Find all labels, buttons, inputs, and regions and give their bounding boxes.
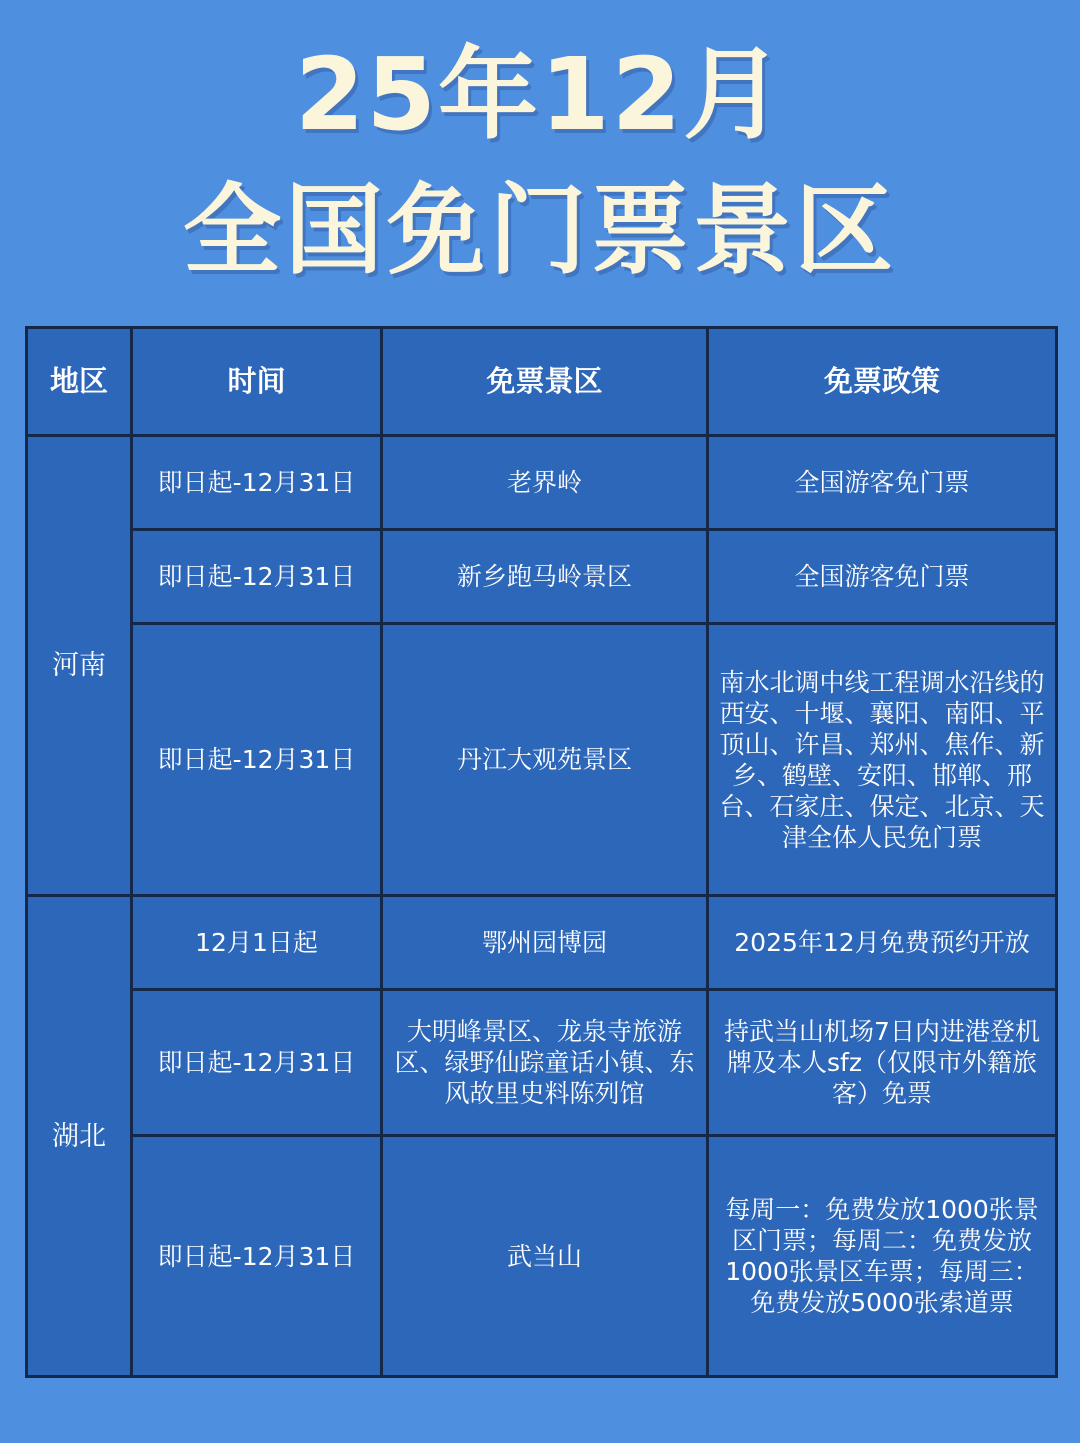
policy-cell: 全国游客免门票 <box>708 530 1057 624</box>
title-line-2: 全国免门票景区 <box>182 174 897 288</box>
spot-cell: 鄂州园博园 <box>382 896 708 990</box>
header-time: 时间 <box>132 328 382 436</box>
region-cell-hubei: 湖北 <box>27 896 132 1377</box>
header-spot: 免票景区 <box>382 328 708 436</box>
table-row <box>27 990 1057 1136</box>
spot-cell: 武当山 <box>382 1136 708 1377</box>
spot-cell: 新乡跑马岭景区 <box>382 530 708 624</box>
policy-cell: 每周一：免费发放1000张景区门票；每周二：免费发放1000张景区车票；每周三：免费发放5000张索道票 <box>708 1136 1057 1377</box>
table-row <box>27 624 1057 896</box>
table-row <box>27 1136 1057 1377</box>
table-row <box>27 896 1057 990</box>
table-row <box>27 436 1057 530</box>
free-attractions-table <box>25 326 1058 1378</box>
spot-cell: 丹江大观苑景区 <box>382 624 708 896</box>
policy-cell: 2025年12月免费预约开放 <box>708 896 1057 990</box>
policy-cell: 南水北调中线工程调水沿线的西安、十堰、襄阳、南阳、平顶山、许昌、郑州、焦作、新乡、鹤壁、安阳、邯郸、邢台、石家庄、保定、北京、天津全体人民免门票 <box>708 624 1057 896</box>
spot-cell: 老界岭 <box>382 436 708 530</box>
region-cell-henan: 河南 <box>27 436 132 896</box>
table-row <box>27 530 1057 624</box>
header-policy: 免票政策 <box>708 328 1057 436</box>
time-cell: 即日起-12月31日 <box>132 624 382 896</box>
time-cell: 12月1日起 <box>132 896 382 990</box>
header-region: 地区 <box>27 328 132 436</box>
time-cell: 即日起-12月31日 <box>132 1136 382 1377</box>
policy-cell: 持武当山机场7日内进港登机牌及本人sfz（仅限市外籍旅客）免票 <box>708 990 1057 1136</box>
policy-cell: 全国游客免门票 <box>708 436 1057 530</box>
spot-cell: 大明峰景区、龙泉寺旅游区、绿野仙踪童话小镇、东风故里史料陈列馆 <box>382 990 708 1136</box>
time-cell: 即日起-12月31日 <box>132 436 382 530</box>
title-line-1: 25年12月 <box>294 36 786 153</box>
time-cell: 即日起-12月31日 <box>132 530 382 624</box>
header-row <box>27 328 1057 436</box>
time-cell: 即日起-12月31日 <box>132 990 382 1136</box>
